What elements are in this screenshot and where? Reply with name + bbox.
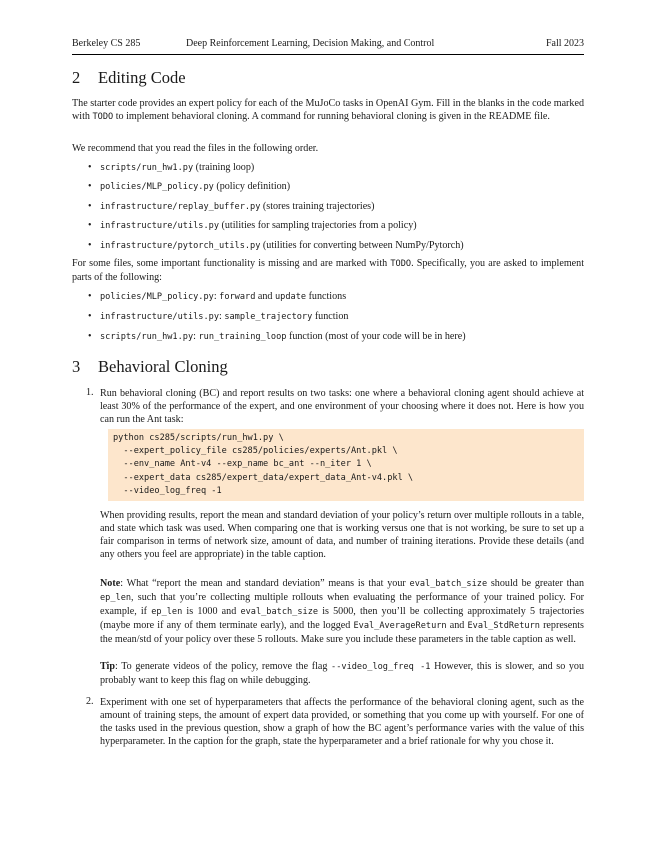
header-rule xyxy=(72,54,584,55)
missing-functionality-text: For some files, some important functionality is missing and are marked with TODO. Specifically, you are asked to implement parts of the following: xyxy=(72,258,584,283)
list-item: • infrastructure/pytorch_utils.py (utilities for converting between NumPy/Pytorch) xyxy=(88,239,584,258)
list-item: • scripts/run_hw1.py: run_training_loop function (most of your code will be in here) xyxy=(88,330,584,350)
code-todo: TODO xyxy=(92,112,114,122)
header-title: Deep Reinforcement Learning, Decision Making, and Control xyxy=(186,38,435,49)
header-course: Berkeley CS 285 xyxy=(72,38,141,49)
parts-list xyxy=(88,290,584,349)
list-item: • infrastructure/replay_buffer.py (stores training trajectories) xyxy=(88,200,584,219)
code-line: --env_name Ant-v4 --exp_name bc_ant --n_iter 1 \ xyxy=(113,459,372,470)
note-paragraph: Note: What “report the mean and standard deviation” means is that your eval_batch_size should be greater than ep_len, such that you’re collecting multiple rollouts when evaluating the performance of your trained policy. For example, if ep_len is 1000 and eval_batch_size is 5000, then you’ll be collecting approximately 5 trajectories (maybe more if any of them terminate early), and the logged Eval_AverageReturn and Eval_StdReturn represents the mean/std of your policy over these 5 rollouts. Make sure you include these parameters in the table caption as well. xyxy=(100,578,584,645)
item-number: 2. xyxy=(86,696,94,707)
section-title: Editing Code xyxy=(98,68,186,87)
results-paragraph: When providing results, report the mean and standard deviation of your policy’s return over multiple rollouts in a table, and state which task was used. When comparing one that is working versus one that is not working, be sure to set up a fair comparison in terms of network size, amount of data, and number of training iterations. Provide these details (and any others you feel are appropriate) in the table caption. xyxy=(100,510,584,560)
code-line: --video_log_freq -1 xyxy=(113,485,222,496)
code-line: --expert_data cs285/expert_data/expert_data_Ant-v4.pkl \ xyxy=(113,472,414,483)
list-item: • policies/MLP_policy.py (policy definition) xyxy=(88,180,584,199)
section-2-heading xyxy=(72,68,186,88)
reading-order-text: We recommend that you read the files in the following order. xyxy=(72,143,319,154)
section-title: Behavioral Cloning xyxy=(98,357,228,376)
section-number: 2 xyxy=(72,68,81,87)
code-todo: TODO xyxy=(390,259,412,269)
section-3-heading xyxy=(72,357,228,377)
code-line: --expert_policy_file cs285/policies/experts/Ant.pkl \ xyxy=(113,446,398,457)
list-item: • policies/MLP_policy.py: forward and update functions xyxy=(88,290,584,310)
item-number: 1. xyxy=(86,387,94,398)
item-1-text: Run behavioral cloning (BC) and report results on two tasks: one where a behavioral cloning agent should achieve at least 30% of the performance of the expert, and one environment of your choosing where it does not. Here is how you can run the Ant task: xyxy=(100,388,584,425)
list-item: • infrastructure/utils.py (utilities for sampling trajectories from a policy) xyxy=(88,219,584,238)
list-item: • scripts/run_hw1.py (training loop) xyxy=(88,161,584,180)
section-number: 3 xyxy=(72,357,81,376)
header-term: Fall 2023 xyxy=(545,38,584,49)
code-line: python cs285/scripts/run_hw1.py \ xyxy=(113,433,284,443)
file-list xyxy=(88,161,584,258)
tip-paragraph: Tip: To generate videos of the policy, remove the flag --video_log_freq -1 However, this is slower, and so you probably want to keep this flag on while debugging. xyxy=(100,661,585,686)
item-2-text: Experiment with one set of hyperparameters that affects the performance of the behavioral cloning agent, such as the amount of training steps, the amount of expert data provided, or something that you come up with yourself. For one of the tasks used in the previous question, show a graph of how the BC agent’s performance varies with the value of this hyperparameter. In the caption for the graph, state the hyperparameter and a brief rationale for why you chose it. xyxy=(100,697,584,747)
section-2-intro: The starter code provides an expert policy for each of the MuJoCo tasks in OpenAI Gym. Fill in the blanks in the code marked with TODO to implement behavioral cloning. A command for running behavioral cloning is given in the README file. xyxy=(72,98,584,122)
list-item: • infrastructure/utils.py: sample_trajectory function xyxy=(88,310,584,330)
code-block xyxy=(108,429,584,501)
